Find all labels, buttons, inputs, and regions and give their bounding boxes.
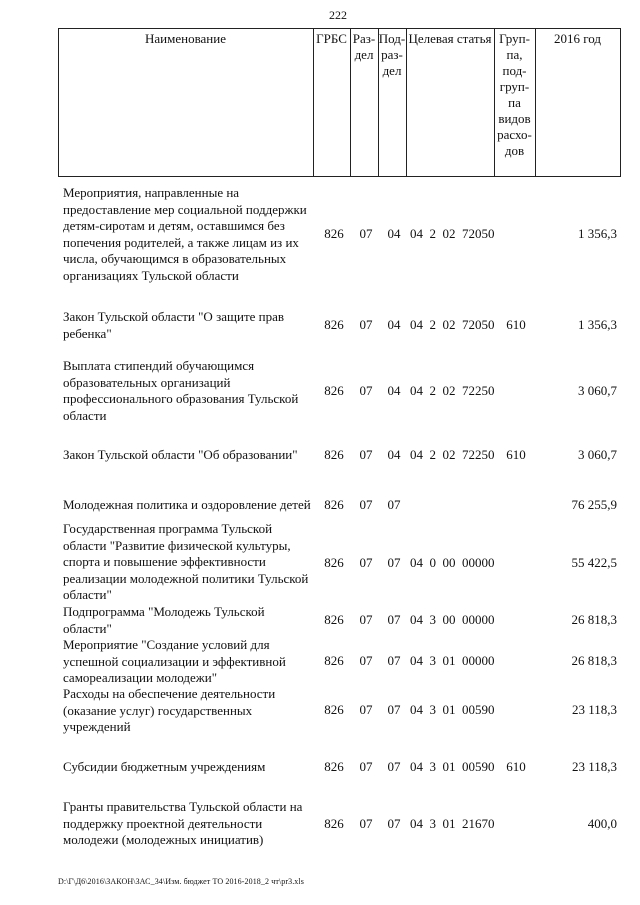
row-name: Государственная программа Тульской области "Развитие физической культуры, спорта и повышение эффективности реализации молодежной политики Тульской области" — [63, 521, 309, 602]
row-grbs: 826 — [324, 653, 344, 668]
row-target: 04 3 00 00000 — [410, 612, 495, 627]
col-border — [313, 28, 314, 177]
row-target: 04 0 00 00000 — [410, 555, 495, 570]
col-border — [620, 28, 621, 177]
header-razdel: Раз- дел — [352, 31, 376, 62]
row-grbs: 826 — [324, 555, 344, 570]
row-podrazdel: 07 — [387, 653, 401, 668]
row-target: 04 3 01 00590 — [410, 702, 495, 717]
row-razdel: 07 — [359, 653, 373, 668]
page-number: 222 — [329, 8, 347, 22]
row-podrazdel: 07 — [387, 816, 401, 831]
row-name: Гранты правительства Тульской области на поддержку проектной деятельности молодежи (молодежных инициатив) — [63, 799, 303, 847]
row-razdel: 07 — [359, 317, 373, 332]
file-path-footer: D:\Г\Д6\2016\ЗАКОН\ЗАС_34\Изм. бюджет ТО 2016-2018_2 чт\pr3.xls — [58, 877, 304, 886]
row-amount: 3 060,7 — [578, 447, 617, 462]
row-podrazdel: 07 — [387, 702, 401, 717]
row-target: 04 3 01 21670 — [410, 816, 495, 831]
row-target: 04 2 02 72250 — [410, 447, 495, 462]
row-podrazdel: 07 — [387, 612, 401, 627]
col-border — [535, 28, 536, 177]
col-border — [406, 28, 407, 177]
row-podrazdel: 07 — [387, 555, 401, 570]
row-razdel: 07 — [359, 226, 373, 241]
row-grbs: 826 — [324, 317, 344, 332]
row-podrazdel: 04 — [387, 317, 401, 332]
row-grbs: 826 — [324, 226, 344, 241]
row-name: Субсидии бюджетным учреждениям — [63, 759, 266, 774]
row-amount: 26 818,3 — [571, 612, 617, 627]
row-razdel: 07 — [359, 497, 373, 512]
row-grbs: 826 — [324, 383, 344, 398]
row-group: 610 — [506, 759, 526, 774]
row-podrazdel: 04 — [387, 226, 401, 241]
row-target: 04 3 01 00590 — [410, 759, 495, 774]
row-target: 04 2 02 72050 — [410, 226, 495, 241]
header-year: 2016 год — [554, 31, 601, 46]
row-grbs: 826 — [324, 447, 344, 462]
header-grbs: ГРБС — [316, 31, 347, 46]
header-name: Наименование — [145, 31, 226, 46]
row-name: Мероприятие "Создание условий для успешной социализации и эффективной самореализации молодежи" — [63, 637, 286, 685]
row-name: Выплата стипендий обучающимся образовательных организаций профессионального образования Тульской области — [63, 358, 299, 423]
row-razdel: 07 — [359, 702, 373, 717]
row-razdel: 07 — [359, 816, 373, 831]
row-name: Закон Тульской области "Об образовании" — [63, 447, 298, 462]
row-podrazdel: 07 — [387, 497, 401, 512]
row-group: 610 — [506, 317, 526, 332]
row-target: 04 2 02 72050 — [410, 317, 495, 332]
row-amount: 1 356,3 — [578, 317, 617, 332]
header-group: Груп- па, под- груп- па видов расхо- дов — [497, 31, 532, 158]
header-bottom-border — [58, 176, 621, 177]
row-razdel: 07 — [359, 759, 373, 774]
row-amount: 76 255,9 — [571, 497, 617, 512]
row-razdel: 07 — [359, 555, 373, 570]
row-grbs: 826 — [324, 497, 344, 512]
row-podrazdel: 07 — [387, 759, 401, 774]
row-amount: 1 356,3 — [578, 226, 617, 241]
row-name: Подпрограмма "Молодежь Тульской области" — [63, 604, 265, 636]
row-amount: 400,0 — [587, 816, 617, 831]
row-name: Закон Тульской области "О защите прав ребенка" — [63, 309, 285, 341]
row-podrazdel: 04 — [387, 383, 401, 398]
row-razdel: 07 — [359, 447, 373, 462]
row-amount: 3 060,7 — [578, 383, 617, 398]
row-amount: 23 118,3 — [571, 702, 617, 717]
row-target: 04 3 01 00000 — [410, 653, 495, 668]
row-grbs: 826 — [324, 612, 344, 627]
row-razdel: 07 — [359, 612, 373, 627]
row-grbs: 826 — [324, 816, 344, 831]
header-target: Целевая статья — [408, 31, 492, 46]
header-top-border — [58, 28, 621, 29]
row-grbs: 826 — [324, 759, 344, 774]
row-amount: 23 118,3 — [571, 759, 617, 774]
row-podrazdel: 04 — [387, 447, 401, 462]
row-name: Мероприятия, направленные на предоставление мер социальной поддержки детям-сиротам и детям, оставшимся без попечения родителей, а также лицам из их числа, обучающимся в образовательных организациях Тульской области — [63, 185, 307, 283]
row-group: 610 — [506, 447, 526, 462]
row-amount: 55 422,5 — [571, 555, 617, 570]
row-target: 04 2 02 72250 — [410, 383, 495, 398]
row-name: Молодежная политика и оздоровление детей — [63, 497, 311, 512]
row-amount: 26 818,3 — [571, 653, 617, 668]
row-razdel: 07 — [359, 383, 373, 398]
row-grbs: 826 — [324, 702, 344, 717]
row-name: Расходы на обеспечение деятельности (оказание услуг) государственных учреждений — [63, 686, 276, 734]
col-border — [58, 28, 59, 177]
header-podrazdel: Под- раз- дел — [378, 31, 406, 78]
